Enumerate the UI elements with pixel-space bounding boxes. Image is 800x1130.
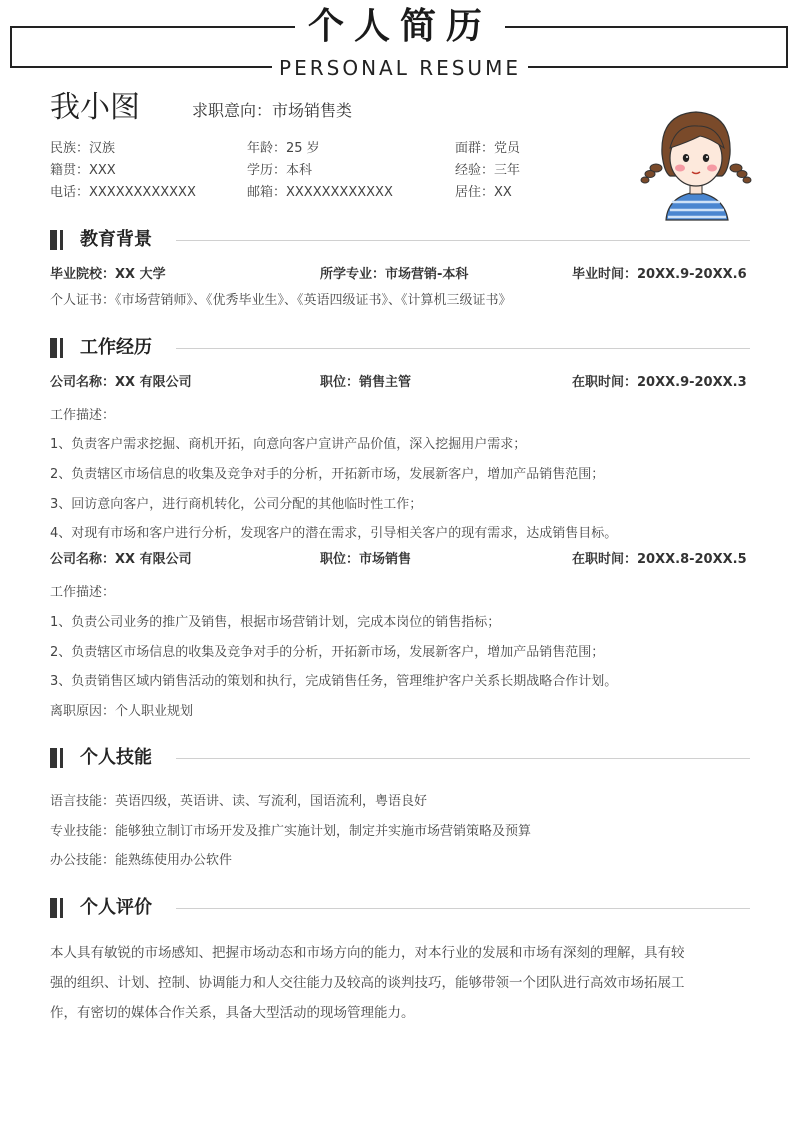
section-title-skills: 个人技能 (80, 747, 152, 768)
skill-item: 语言技能：英语四级，英语讲、读、写流利，国语流利，粤语良好 (50, 794, 428, 809)
header-frame-bottom-left (10, 66, 272, 68)
job-intent: 求职意向：市场销售类 (192, 101, 353, 120)
section-divider (176, 758, 750, 759)
section-divider (176, 908, 750, 909)
section-title-evaluation: 个人评价 (80, 897, 152, 918)
education-certificates: 个人证书：《市场营销师》、《优秀毕业生》、《英语四级证书》、《计算机三级证书》 (50, 293, 512, 308)
info-origin: 籍贯：XXX (50, 163, 116, 178)
job-position: 职位：销售主管 (320, 375, 412, 390)
section-title-work: 工作经历 (80, 337, 152, 358)
candidate-name: 我小图 (50, 90, 140, 125)
job-desc-label: 工作描述： (50, 408, 116, 423)
job-time: 在职时间：20XX.9-20XX.3 (572, 375, 747, 390)
avatar (640, 102, 752, 222)
job-desc-item: 3、负责销售区域内销售活动的策划和执行，完成销售任务，管理维护客户关系长期战略合作计划。 (50, 674, 618, 689)
section-marker-education (50, 230, 57, 250)
info-education: 学历：本科 (247, 163, 313, 178)
job-company: 公司名称：XX 有限公司 (50, 375, 192, 390)
header-frame-right (786, 26, 788, 68)
section-marker-skills (50, 748, 57, 768)
education-major: 所学专业：市场营销-本科 (320, 267, 469, 282)
header-frame-top-right (505, 26, 788, 28)
education-grad-time: 毕业时间：20XX.9-20XX.6 (572, 267, 747, 282)
skill-item: 办公技能：能熟练使用办公软件 (50, 853, 233, 868)
evaluation-line: 作，有密切的媒体合作关系，具备大型活动的现场管理能力。 (50, 1005, 415, 1021)
evaluation-text (50, 938, 750, 1028)
section-marker-evaluation-thin (60, 898, 63, 918)
info-phone: 电话：XXXXXXXXXXXX (50, 185, 196, 200)
skill-item: 专业技能：能够独立制订市场开发及推广实施计划，制定并实施市场营销策略及预算 (50, 824, 532, 839)
section-divider (176, 240, 750, 241)
job-desc-item: 3、回访意向客户，进行商机转化，公司分配的其他临时性工作； (50, 497, 423, 512)
job-position: 职位：市场销售 (320, 552, 412, 567)
section-marker-work (50, 338, 57, 358)
job-desc-item: 2、负责辖区市场信息的收集及竞争对手的分析，开拓新市场，发展新客户，增加产品销售范围； (50, 467, 605, 482)
evaluation-line: 本人具有敏锐的市场感知、把握市场动态和市场方向的能力，对本行业的发展和市场有深刻的理解，具有较 (50, 945, 685, 961)
page-title: 个人简历 (307, 6, 492, 47)
info-email: 邮箱：XXXXXXXXXXXX (247, 185, 393, 200)
section-title-education: 教育背景 (80, 229, 152, 250)
section-divider (176, 348, 750, 349)
info-age: 年龄：25 岁 (247, 141, 320, 156)
education-school: 毕业院校：XX 大学 (50, 267, 166, 282)
job-company: 公司名称：XX 有限公司 (50, 552, 192, 567)
job-desc-item: 1、负责公司业务的推广及销售，根据市场营销计划，完成本岗位的销售指标； (50, 615, 501, 630)
header-frame-top-left (10, 26, 295, 28)
section-marker-work-thin (60, 338, 63, 358)
info-politics: 面群：党员 (455, 141, 521, 156)
section-marker-skills-thin (60, 748, 63, 768)
info-ethnicity: 民族：汉族 (50, 141, 116, 156)
job-time: 在职时间：20XX.8-20XX.5 (572, 552, 747, 567)
page-subtitle: PERSONAL RESUME (279, 56, 521, 80)
section-marker-evaluation (50, 898, 57, 918)
header-frame-left (10, 26, 12, 68)
info-experience: 经验：三年 (455, 163, 521, 178)
info-residence: 居住：XX (455, 185, 512, 200)
job-desc-label: 工作描述： (50, 585, 116, 600)
job-desc-item: 1、负责客户需求挖掘、商机开拓，向意向客户宣讲产品价值，深入挖掘用户需求； (50, 437, 527, 452)
evaluation-line: 强的组织、计划、控制、协调能力和人交往能力及较高的谈判技巧，能够带领一个团队进行高效市场拓展工 (50, 975, 685, 991)
job-desc-item: 4、对现有市场和客户进行分析，发现客户的潜在需求，引导相关客户的现有需求，达成销售目标。 (50, 526, 618, 541)
section-marker-education-thin (60, 230, 63, 250)
job-leave-reason: 离职原因：个人职业规划 (50, 704, 194, 719)
header-frame-bottom-right (528, 66, 788, 68)
job-desc-item: 2、负责辖区市场信息的收集及竞争对手的分析，开拓新市场，发展新客户，增加产品销售范围； (50, 645, 605, 660)
